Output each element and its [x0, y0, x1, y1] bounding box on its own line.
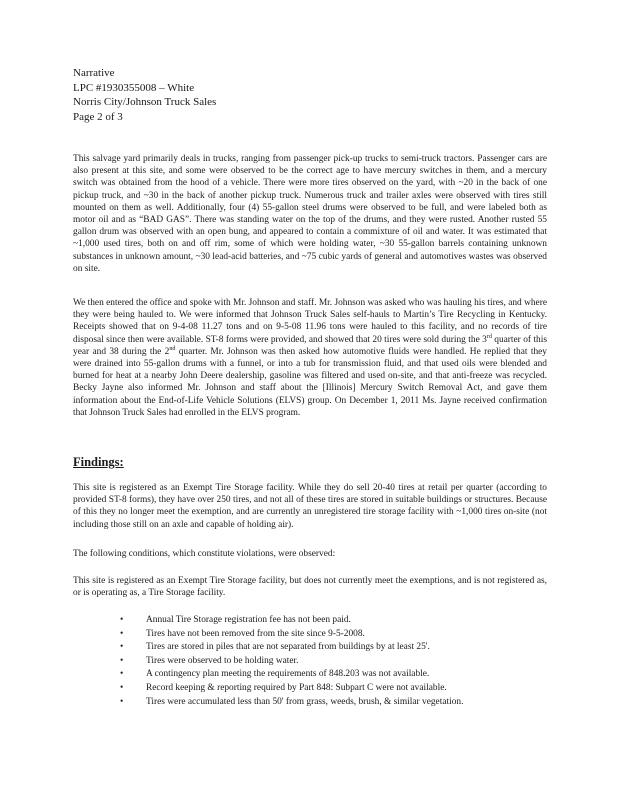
bullet: •: [120, 669, 124, 680]
findings-heading: Findings:: [73, 455, 124, 469]
violation-text: Annual Tire Storage registration fee has not been paid.: [146, 615, 351, 625]
bullet: •: [120, 642, 124, 653]
superscript-nd: nd: [169, 345, 176, 352]
violation-text: A contingency plan meeting the requirements of 848.203 was not available.: [146, 669, 430, 680]
violation-text: Tires have not been removed from the site since 9-5-2008.: [146, 628, 365, 639]
list-item: [120, 696, 463, 710]
findings-paragraph-registration-status: This site is registered as an Exempt Tire Storage facility, but does not currently meet the exemptions, and is not registered as, or is operating as, a Tire Storage facility.: [73, 576, 547, 599]
list-item: [120, 682, 463, 696]
header-lpc-number: LPC #1930355008 – White: [73, 81, 195, 94]
list-item: [120, 614, 463, 628]
list-item: [120, 668, 463, 682]
list-item: [120, 641, 463, 655]
findings-paragraph-exemption: This site is registered as an Exempt Tire Storage facility. While they do sell 20-40 tires at retail per quarter (according to provided ST-8 forms), they have over 250 tires, and not all of these tires are stored in suitable buildings or structures. Because of this they no longer meet the exemption, and are currently an unregistered tire storage facility with ~1,000 tires on-site (not including those still on an axle and capable of holding air).: [73, 483, 547, 530]
violation-text: Tires are stored in piles that are not separated from buildings by at least 25'.: [146, 642, 430, 653]
narrative-paragraph-office-interview: [73, 297, 547, 419]
findings-paragraph-violations-intro: The following conditions, which constitute violations, were observed:: [73, 549, 336, 559]
paragraph2-part1: We then entered the office and spoke with Mr. Johnson and staff. Mr. Johnson was asked who was hauling his tires, and where they were being hauled to. We were informed that Johnson Truck Sales self-hauls to Martin’s Tire Recycling in Kentucky. Receipts showed that on 9-4-08 11.27 tons and on 9-5-08 11.96 tons were hauled to this facility, and no records of tire disposal since then were available. ST-8 forms were provided, and showed that 20 tires were sold during the 3: [73, 298, 547, 345]
bullet: •: [120, 655, 124, 666]
header-title: Narrative: [73, 67, 115, 79]
violation-text: Record keeping & reporting required by Part 848: Subpart C were not available.: [146, 682, 447, 693]
bullet: •: [120, 628, 124, 639]
list-item: [120, 655, 463, 669]
paragraph2-part3: quarter. Mr. Johnson was then asked how automotive fluids were handled. He replied that they were drained into 55-gallon drums with a funnel, or into a tub for transmission fluid, and that used oils were blended and burned for heat at a nearby John Deere dealership, gasoline was filtered and used on-site, and that anti-freeze was recycled. Becky Jayne also informed Mr. Johnson and staff about the [Illinois] Mercury Switch Removal Act, and gave them information about the End-of-Life Vehicle Solutions (ELVS) group. On December 1, 2011 Ms. Jayne received confirmation that Johnson Truck Sales had enrolled in the ELVS program.: [73, 346, 547, 418]
violation-text: Tires were accumulated less than 50' from grass, weeds, brush, & similar vegetation.: [146, 696, 464, 707]
header-site-name: Norris City/Johnson Truck Sales: [73, 96, 217, 108]
paragraph2-part2: quarter of this year and 38 during the 2: [73, 334, 547, 357]
document-header: [73, 66, 216, 124]
violation-text: Tires were observed to be holding water.: [146, 655, 299, 666]
bullet: •: [120, 615, 124, 625]
superscript-rd: rd: [486, 333, 492, 340]
narrative-paragraph-site-description: This salvage yard primarily deals in trucks, ranging from passenger pick-up trucks to semi-truck tractors. Passenger cars are also present at this site, and some were observed to be the correct age to have mercury switches in them, and a mercury switch was obtained from the hood of a vehicle. There were more tires observed on the yard, with ~20 in the back of one pickup truck, and ~30 in the back of another pickup truck. Numerous truck and trailer axles were observed with tires still mounted on them as well. Additionally, four (4) 55-gallon steel drums were observed to be full, and were labeled both as motor oil and as “BAD GAS”. There was standing water on the top of the drums, and they were rusted. Another rusted 55 gallon drum was observed with an open bung, and appeared to contain a commixture of oil and water. It was estimated that ~1,000 used tires, both on and off rim, some of which were holding water, ~30 55-gallon barrels containing unknown substances in unknown amount, ~30 lead-acid batteries, and ~75 cubic yards of general and automotives wastes was observed on site.: [73, 154, 547, 274]
bullet: •: [120, 682, 124, 693]
list-item: [120, 628, 463, 642]
violations-list: [120, 614, 463, 709]
header-page-number: Page 2 of 3: [73, 110, 123, 123]
bullet: •: [120, 696, 124, 707]
